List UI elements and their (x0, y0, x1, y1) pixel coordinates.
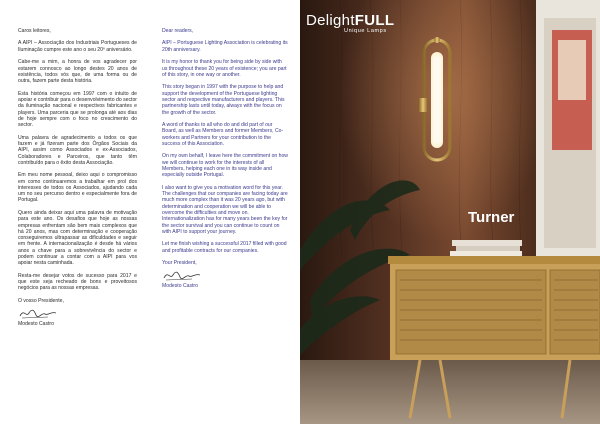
brand-name-light: Delight (306, 12, 355, 29)
signature-en (162, 268, 202, 282)
paragraph-pt-2: Cabe-me a mim, a honra de vos agradecer por estarem connosco ao longo destes 20 anos de existência, todos vós que, de uma forma ou de outra, fazem parte desta história. (18, 59, 137, 85)
paragraph-pt-4: Uma palavra de agradecimento a todos os que fazem e já fizeram parte dos Órgãos Sociais da AIPI, assim como Associados e ex-Associados, Colaboradores e Parceiros, que tanto têm contribuído para o êxito desta Associação. (18, 134, 137, 166)
paragraph-pt-1: A AIPI – Associação dos Industriais Portugueses de Iluminação cumpre este ano o seu 20º aniversário. (18, 40, 137, 53)
brand-name-bold: FULL (354, 12, 395, 29)
paragraph-en-5: On my own behalf, I leave here the commitment on how we will continue to work for the interests of all Members, helping each one in its way inside and especially outside Portugal. (162, 153, 288, 179)
paragraph-en-7: Let me finish wishing a successful 2017 filled with good and profitable contracts for our companies. (162, 241, 287, 254)
greeting-en: Dear readers, (162, 28, 194, 34)
signer-pt: Modesto Castro (18, 321, 54, 328)
product-name: Turner (468, 209, 515, 226)
signature-pt (18, 306, 58, 320)
editorial-portuguese (0, 0, 150, 424)
signer-en: Modesto Castro (162, 283, 198, 290)
editorial-english (150, 0, 300, 424)
paragraph-en-6: I also want to give you a motivation word for this year. The challenges that our companies are facing today are much more complex than it was 20 years ago, but with determination and cooperation we will be able to overcome the difficulties and move on. Internationalization has for many years been the key for the sector survival and you can continue to count on with AIPI to support your journey. (162, 184, 288, 235)
advertisement-photo (300, 0, 600, 424)
brand-logo (306, 12, 394, 34)
paragraph-pt-5: Em meu nome pessoal, deixo aqui o compromisso em como continuaremos a trabalhar em prol dos interesses de todos os Associados, ajudando cada um no seu percurso dentro e especialmente fora de Portugal. (18, 172, 137, 204)
greeting-pt: Caros leitores, (18, 28, 51, 34)
paragraph-pt-3: Esta história começou em 1997 com o intuito de apoiar e contribuir para o desenvolvimento do sector da iluminação nacional e respectivos fabricantes e players. Uma parceria que se prolonga até aos dias de hoje sempre com o foco no crescimento do sector. (18, 90, 137, 129)
paragraph-en-4: A word of thanks to all who do and did part of our Board, as well as Members and former Members, Co-workers and Partners for your contribution to the success of this Association. (162, 122, 284, 147)
paragraph-pt-6: Quero ainda deixar aqui uma palavra de motivação para este ano. Os desafios que hoje as nossas empresas enfrentam são bem mais complexos que há 20 anos, mas com determinação e cooperação conseguiremos ultrapassar as dificuldades e seguir em frente. A internacionalização é desde há vários anos a chave para a sobrevivência do sector e podem continuar a contar com a AIPI para vos apoiar nesta caminhada. (18, 209, 137, 267)
interior-scene-illustration (300, 0, 600, 424)
paragraph-en-3: This story began in 1997 with the purpose to help and support the development of the Portuguese lighting sector and respective manufacturers and players. This partnership lasts until today, always with the focus on the growth of the sector. (162, 84, 285, 116)
brand-tagline: Unique Lamps (344, 28, 387, 34)
paragraph-en-1: AIPI – Portuguese Lighting Association is celebrating its 20th anniversary. (162, 40, 288, 53)
paragraph-en-2: It is my honor to thank you for being side by side with us throughout these 20 years of existence; you are part of this story, in one way or another. (162, 59, 287, 78)
paragraph-pt-7: Resta-me desejar votos de sucesso para 2017 e que este seja recheado de bons e proveitosos negócios para as nossas empresas. (18, 272, 137, 292)
closing-en: Your President, (162, 260, 197, 267)
closing-pt: O vosso Presidente, (18, 297, 64, 304)
